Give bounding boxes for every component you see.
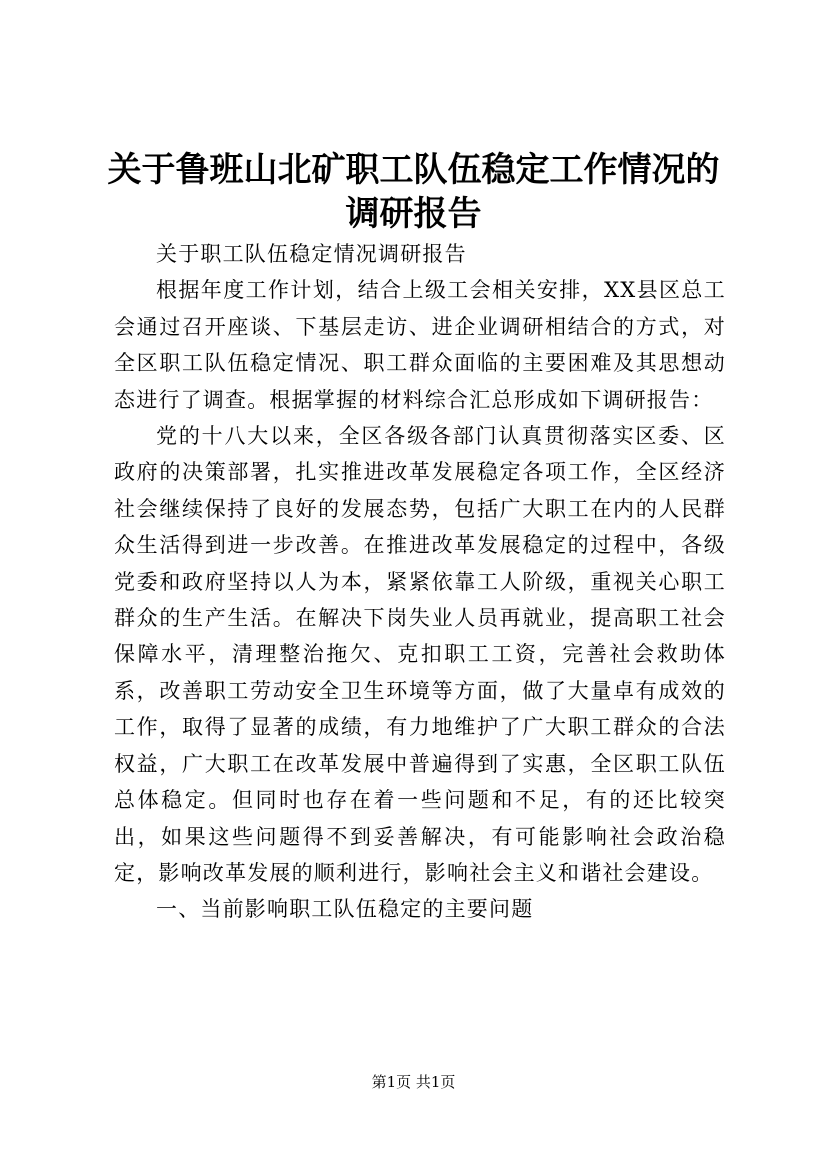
intro-paragraph: 根据年度工作计划，结合上级工会相关安排，XX县区总工会通过召开座谈、下基层走访、进企业调研相结合的方式，对全区职工队伍稳定情况、职工群众面临的主要困难及其思想动态进行了调查。根据掌握的材料综合汇总形成如下调研报告： [114,278,726,412]
document-title: 关于鲁班山北矿职工队伍稳定工作情况的调研报告 [107,150,720,234]
body-paragraph: 党的十八大以来，全区各级各部门认真贯彻落实区委、区政府的决策部署，扎实推进改革发展稳定各项工作，全区经济社会继续保持了良好的发展态势，包括广大职工在内的人民群众生活得到进一步改善。在推进改革发展稳定的过程中，各级党委和政府坚持以人为本，紧紧依靠工人阶级，重视关心职工群众的生产生活。在解决下岗失业人员再就业，提高职工社会保障水平，清理整治拖欠、克扣职工工资，完善社会救助体系，改善职工劳动安全卫生环境等方面，做了大量卓有成效的工作，取得了显著的成绩，有力地维护了广大职工群众的合法权益，广大职工在改革发展中普遍得到了实惠，全区职工队伍总体稳定。但同时也存在着一些问题和不足，有的还比较突出，如果这些问题得不到妥善解决，有可能影响社会政治稳定，影响改革发展的顺利进行，影响社会主义和谐社会建设。 [114,424,726,885]
page-footer: 第1页 共1页 [371,1073,456,1091]
subtitle-paragraph: 关于职工队伍稳定情况调研报告 [156,242,467,266]
document-body [114,236,726,928]
section-heading: 一、当前影响职工队伍稳定的主要问题 [156,897,534,922]
